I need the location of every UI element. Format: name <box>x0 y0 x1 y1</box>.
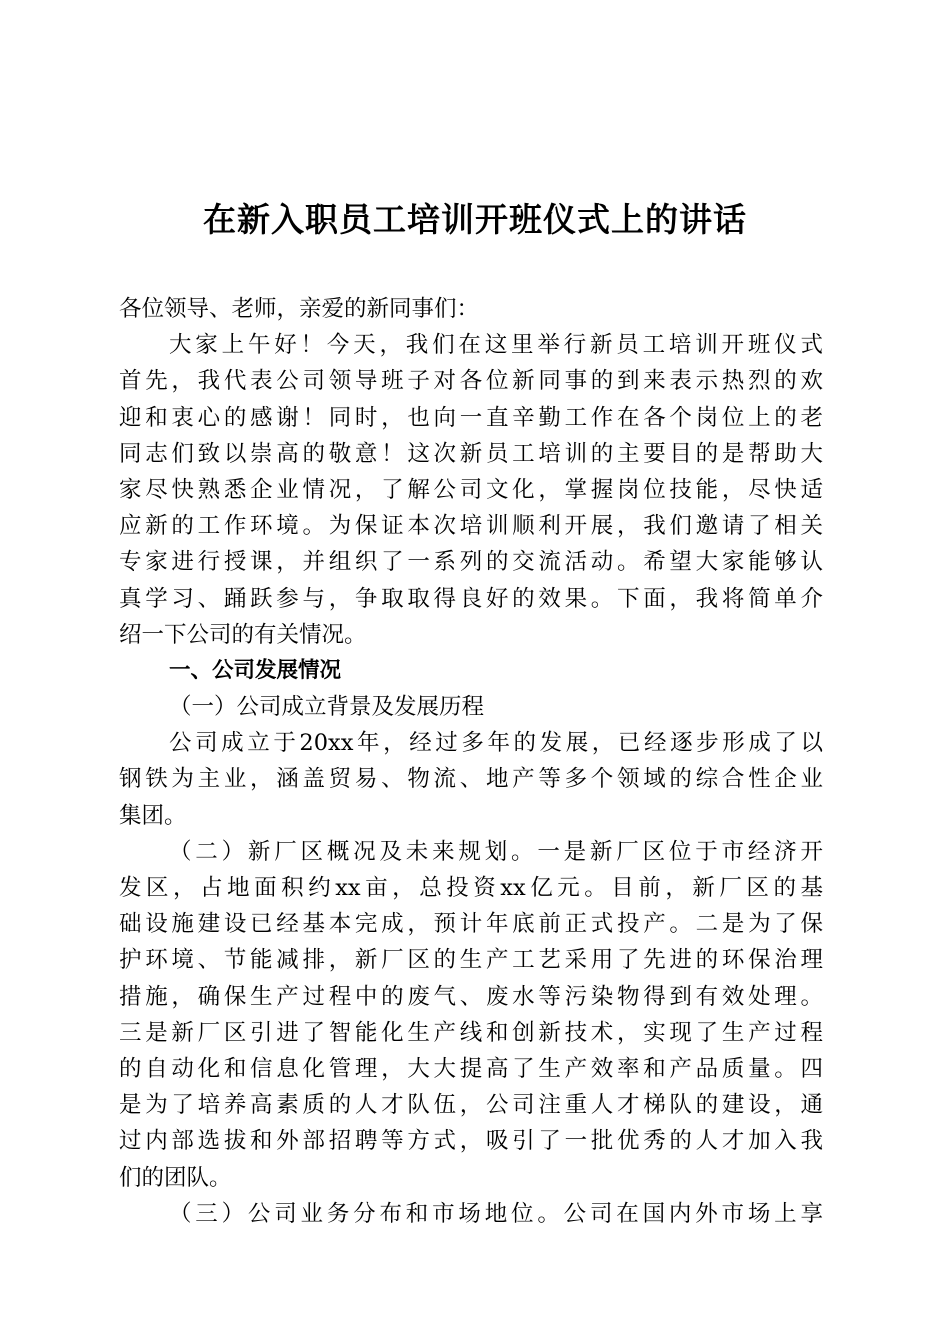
document-body <box>119 291 823 1232</box>
paragraph-line: 发区，占地面积约xx亩，总投资xx亿元。目前，新厂区的基 <box>119 875 823 901</box>
paragraph-line: （三）公司业务分布和市场地位。公司在国内外市场上享 <box>169 1200 823 1227</box>
paragraph-line: 迎和衷心的感谢！同时，也向一直辛勤工作在各个岗位上的老 <box>119 404 823 431</box>
paragraph-line: 同志们致以崇高的敬意！这次新员工培训的主要目的是帮助大 <box>119 440 823 467</box>
paragraph-line: （二）新厂区概况及未来规划。一是新厂区位于市经济开 <box>169 838 823 865</box>
section-heading: 一、公司发展情况 <box>169 657 342 683</box>
paragraph-line: 们的团队。 <box>119 1164 232 1191</box>
salutation-line: 各位领导、老师，亲爱的新同事们： <box>119 296 480 322</box>
paragraph-line: 首先，我代表公司领导班子对各位新同事的到来表示热烈的欢 <box>119 368 823 395</box>
paragraph-line: 措施，确保生产过程中的废气、废水等污染物得到有效处理。 <box>119 983 823 1010</box>
paragraph-line: 的自动化和信息化管理，大大提高了生产效率和产品质量。四 <box>119 1055 823 1082</box>
paragraph-line: 家尽快熟悉企业情况，了解公司文化，掌握岗位技能，尽快适 <box>119 476 823 503</box>
paragraph-line: 础设施建设已经基本完成，预计年底前正式投产。二是为了保 <box>119 911 823 938</box>
paragraph-line: 钢铁为主业，涵盖贸易、物流、地产等多个领域的综合性企业 <box>119 766 823 793</box>
subsection-heading: （一）公司成立背景及发展历程 <box>169 694 485 721</box>
paragraph-line: 真学习、踊跃参与，争取取得良好的效果。下面，我将简单介 <box>119 585 823 612</box>
paragraph-line: 公司成立于20xx年，经过多年的发展，已经逐步形成了以 <box>169 730 823 757</box>
paragraph-line: 三是新厂区引进了智能化生产线和创新技术，实现了生产过程 <box>119 1019 823 1046</box>
paragraph-line: 护环境、节能减排，新厂区的生产工艺采用了先进的环保治理 <box>119 947 823 974</box>
paragraph-line: 过内部选拔和外部招聘等方式，吸引了一批优秀的人才加入我 <box>119 1128 823 1155</box>
paragraph-line: 是为了培养高素质的人才队伍，公司注重人才梯队的建设，通 <box>119 1092 823 1119</box>
document-title: 在新入职员工培训开班仪式上的讲话 <box>203 200 747 239</box>
paragraph-line: 专家进行授课，并组织了一系列的交流活动。希望大家能够认 <box>119 549 823 576</box>
paragraph-line: 集团。 <box>119 802 187 829</box>
paragraph-line: 应新的工作环境。为保证本次培训顺利开展，我们邀请了相关 <box>119 513 823 540</box>
paragraph-line: 大家上午好！今天，我们在这里举行新员工培训开班仪式 <box>169 332 823 359</box>
paragraph-line: 绍一下公司的有关情况。 <box>119 621 367 648</box>
